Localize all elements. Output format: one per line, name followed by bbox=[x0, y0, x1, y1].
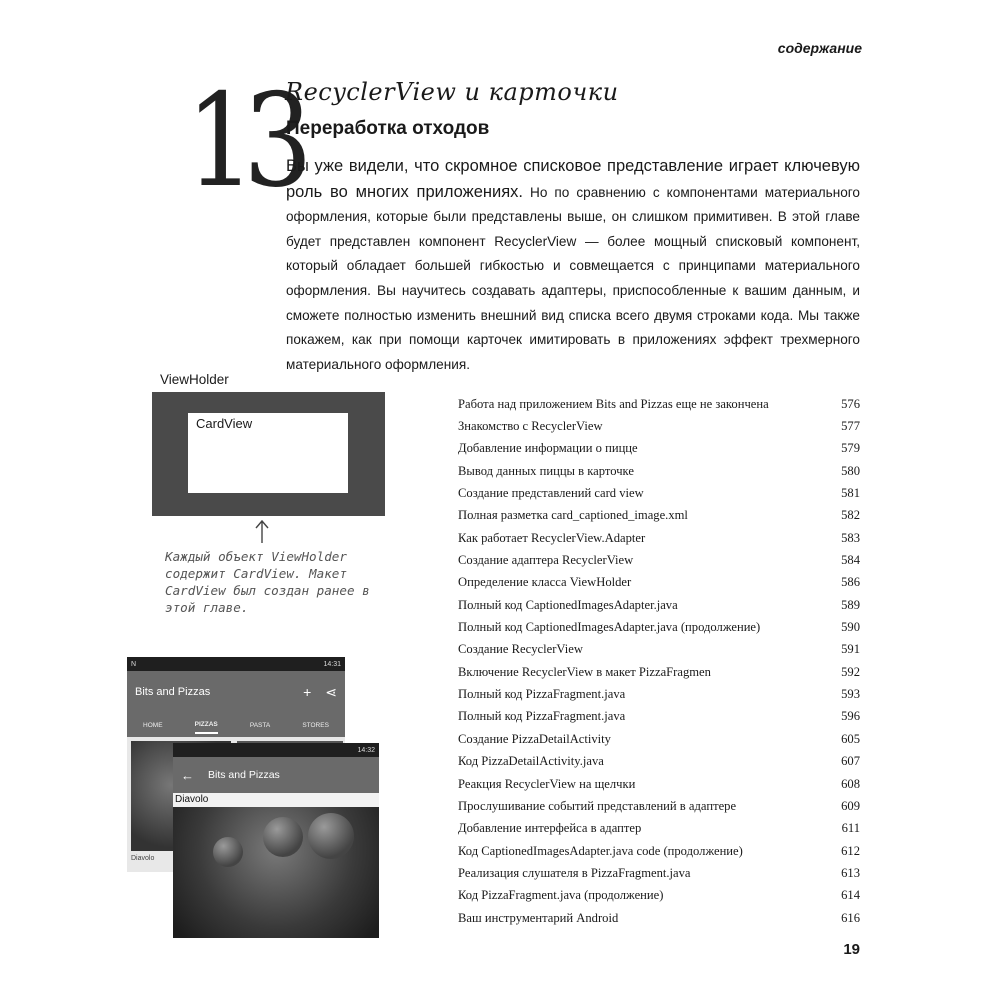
toc-row[interactable] bbox=[458, 661, 860, 683]
chapter-intro bbox=[286, 154, 860, 377]
toc-row[interactable] bbox=[458, 885, 860, 907]
toc-title: Код PizzaDetailActivity.java bbox=[458, 754, 604, 769]
tab-bar bbox=[127, 713, 345, 737]
toc-title: Создание представлений card view bbox=[458, 486, 644, 501]
intro-lead: Вы уже видели, что скромное списковое представление играет ключевую роль во многих приложениях. bbox=[286, 157, 860, 201]
toc-title: Создание адаптера RecyclerView bbox=[458, 553, 634, 568]
toc-title: Определение класса ViewHolder bbox=[458, 575, 632, 590]
toc-title: Как работает RecyclerView.Adapter bbox=[458, 530, 646, 545]
toc-row[interactable] bbox=[458, 683, 860, 705]
toc-title: Включение RecyclerView в макет PizzaFragmen bbox=[458, 664, 711, 679]
toc-row[interactable] bbox=[458, 482, 860, 504]
toc-title: Полная разметка card_captioned_image.xml bbox=[458, 508, 688, 523]
running-header: содержание bbox=[777, 40, 862, 56]
app-toolbar bbox=[173, 757, 379, 793]
toc-row[interactable] bbox=[458, 795, 860, 817]
toc-page: 612 bbox=[841, 843, 860, 858]
toc-row[interactable] bbox=[458, 907, 860, 929]
toc-title: Вывод данных пиццы в карточке bbox=[458, 463, 634, 478]
status-time: 14:31 bbox=[323, 660, 341, 668]
tab-pizzas[interactable]: PIZZAS bbox=[195, 717, 218, 734]
app-title: Bits and Pizzas bbox=[208, 769, 280, 781]
toc-page: 607 bbox=[841, 754, 860, 769]
status-time: 14:32 bbox=[357, 746, 375, 754]
tomato-shape bbox=[308, 813, 354, 859]
intro-body: Но по сравнению с компонентами материального оформления, которые были представлены выше, он слишком примитивен. В этой главе будет представлен компонент RecyclerView — более мощный списковый компонент, который обладает большей гибкостью и совмещается с принципами материального оформления. Вы научитесь создавать адаптеры, приспособленные к вашим данным, и сможете полностью изменить внешний вид списка всего двумя строками кода. Мы также покажем, как при помощи карточек имитировать в приложениях эффект трехмерного материального оформления. bbox=[286, 184, 860, 372]
toc-title: Код CaptionedImagesAdapter.java code (продолжение) bbox=[458, 843, 743, 858]
toc-row[interactable] bbox=[458, 639, 860, 661]
toc-title: Работа над приложением Bits and Pizzas еще не закончена bbox=[458, 396, 769, 411]
toc-page: 591 bbox=[841, 642, 860, 657]
toc-row[interactable] bbox=[458, 706, 860, 728]
toc-page: 581 bbox=[841, 486, 860, 501]
notification-icon: N bbox=[131, 660, 137, 668]
toc-page: 582 bbox=[841, 508, 860, 523]
toc-title: Знакомство с RecyclerView bbox=[458, 419, 603, 434]
tab-pasta[interactable]: PASTA bbox=[249, 721, 271, 729]
toc-row[interactable] bbox=[458, 862, 860, 884]
toc-row[interactable] bbox=[458, 594, 860, 616]
toc-row[interactable] bbox=[458, 438, 860, 460]
card-caption: Diavolo bbox=[131, 855, 155, 862]
toc-page: 614 bbox=[841, 888, 860, 903]
toc-page: 609 bbox=[841, 798, 860, 813]
toc-row[interactable] bbox=[458, 616, 860, 638]
add-icon[interactable]: + bbox=[303, 683, 312, 700]
toc-page: 605 bbox=[841, 731, 860, 746]
phone-screenshot-detail bbox=[173, 743, 379, 938]
toc-title: Полный код CaptionedImagesAdapter.java bbox=[458, 597, 678, 612]
toc-page: 592 bbox=[841, 664, 860, 679]
toc-row[interactable] bbox=[458, 393, 860, 415]
toc-title: Добавление информации о пицце bbox=[458, 441, 638, 456]
toc-title: Реакция RecyclerView на щелчки bbox=[458, 776, 636, 791]
toc-title: Прослушивание событий представлений в адаптере bbox=[458, 798, 737, 813]
diagram-note: Каждый объект ViewHolder содержит CardView. Макет CardView был создан ранее в этой главе. bbox=[165, 549, 370, 615]
toc-row[interactable] bbox=[458, 505, 860, 527]
toc-row[interactable] bbox=[458, 840, 860, 862]
toc-page: 593 bbox=[841, 687, 860, 702]
viewholder-label: ViewHolder bbox=[160, 372, 229, 387]
toc-page: 596 bbox=[841, 709, 860, 724]
toc-title: Реализация слушателя в PizzaFragment.java bbox=[458, 865, 691, 880]
chapter-subtitle: Переработка отходов bbox=[286, 118, 490, 139]
toc-page: 583 bbox=[841, 530, 860, 545]
toc-page: 590 bbox=[841, 620, 860, 635]
tomato-shape bbox=[213, 837, 243, 867]
toc-page: 576 bbox=[841, 396, 860, 411]
cardview-label: CardView bbox=[196, 416, 253, 431]
toc-row[interactable] bbox=[458, 460, 860, 482]
share-icon[interactable]: ⋖ bbox=[325, 683, 337, 700]
toc-page: 577 bbox=[841, 419, 860, 434]
toc-page: 589 bbox=[841, 597, 860, 612]
toc-row[interactable] bbox=[458, 527, 860, 549]
toc-page: 608 bbox=[841, 776, 860, 791]
toc-row[interactable] bbox=[458, 773, 860, 795]
toc-title: Полный код CaptionedImagesAdapter.java (продолжение) bbox=[458, 620, 761, 635]
toc-page: 584 bbox=[841, 553, 860, 568]
up-arrow-icon bbox=[252, 519, 272, 545]
table-of-contents bbox=[458, 393, 860, 929]
app-toolbar bbox=[127, 671, 345, 713]
status-bar bbox=[173, 743, 379, 757]
toc-page: 616 bbox=[841, 910, 860, 925]
toc-row[interactable] bbox=[458, 549, 860, 571]
pizza-image bbox=[173, 807, 379, 938]
toc-title: Ваш инструментарий Android bbox=[458, 910, 619, 925]
tab-stores[interactable]: STORES bbox=[302, 721, 329, 729]
toc-row[interactable] bbox=[458, 728, 860, 750]
toc-row[interactable] bbox=[458, 751, 860, 773]
toc-title: Полный код PizzaFragment.java bbox=[458, 687, 626, 702]
toc-page: 613 bbox=[841, 865, 860, 880]
toc-page: 579 bbox=[841, 441, 860, 456]
app-title: Bits and Pizzas bbox=[135, 686, 211, 698]
tab-home[interactable]: HOME bbox=[143, 721, 163, 729]
toc-title: Добавление интерфейса в адаптер bbox=[458, 821, 642, 836]
toc-page: 611 bbox=[841, 821, 860, 836]
toc-row[interactable] bbox=[458, 818, 860, 840]
toc-row[interactable] bbox=[458, 415, 860, 437]
toc-row[interactable] bbox=[458, 572, 860, 594]
tomato-shape bbox=[263, 817, 303, 857]
chapter-title: RecyclerView и карточки bbox=[285, 78, 619, 106]
toc-page: 586 bbox=[841, 575, 860, 590]
toc-page: 580 bbox=[841, 463, 860, 478]
page-number: 19 bbox=[843, 941, 860, 958]
toc-title: Создание RecyclerView bbox=[458, 642, 583, 657]
toc-title: Полный код PizzaFragment.java bbox=[458, 709, 626, 724]
status-bar bbox=[127, 657, 345, 671]
toc-title: Создание PizzaDetailActivity bbox=[458, 731, 611, 746]
toc-title: Код PizzaFragment.java (продолжение) bbox=[458, 888, 664, 903]
chapter-number: 13 bbox=[186, 67, 301, 216]
pizza-name: Diavolo bbox=[173, 793, 379, 807]
back-arrow-icon[interactable]: ← bbox=[181, 767, 194, 783]
